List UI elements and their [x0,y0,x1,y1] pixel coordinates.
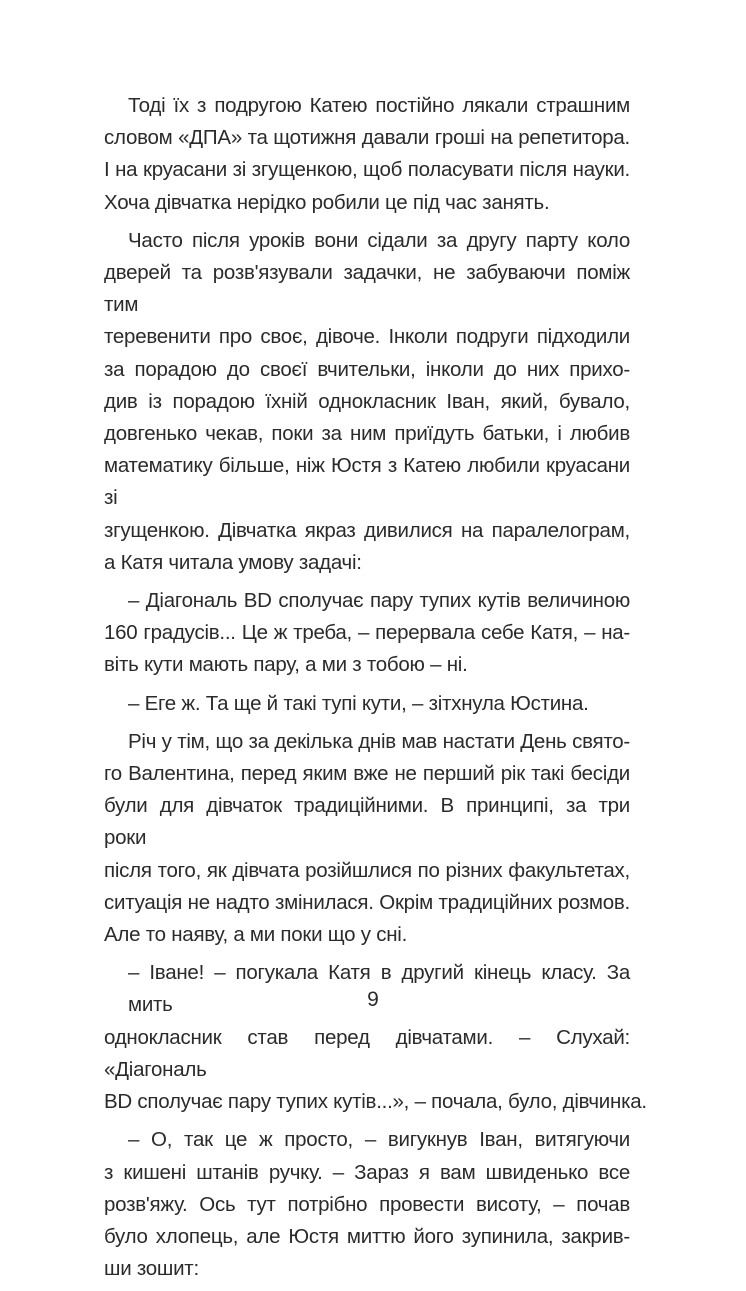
body-text [104,90,647,1291]
paragraph [104,688,630,720]
text-line: І на круасани зі згущенкою, щоб поласувати після науки. [104,158,630,182]
text-line: віть кути мають пару, а ми з тобою – ні. [104,653,468,677]
text-line: 160 градусів... Це ж треба, – перервала себе Катя, – на- [104,621,630,645]
text-line: див із порадою їхній однокласник Іван, який, бувало, [104,389,630,413]
text-line: з кишені штанів ручку. – Зараз я вам швиденько все [104,1160,630,1184]
paragraph [104,90,630,219]
text-line: розв'яжу. Ось тут потрібно провести висоту, – почав [104,1192,630,1216]
text-line: були для дівчаток традиційними. В принципі, за три роки [104,794,630,850]
text-line: однокласник став перед дівчатами. – Слухай: «Діагональ [104,1025,630,1081]
text-line: Тоді їх з подругою Катею постійно лякали страшним [128,94,630,117]
text-line: – Еге ж. Та ще й такі тупі кути, – зітхнула Юстина. [128,691,589,715]
text-line: було хлопець, але Юстя миттю його зупинила, закрив- [104,1224,630,1248]
text-line: Але то наяву, а ми поки що у сні. [104,923,408,947]
paragraph [104,585,630,682]
text-line: – О, так це ж просто, – вигукнув Іван, витягуючи [128,1128,630,1152]
text-line: BD сполучає пару тупих кутів...», – почала, було, дівчинка. [104,1090,647,1114]
text-line: Часто після уроків вони сідали за другу парту коло [128,228,630,252]
text-line: після того, як дівчата розійшлися по різних факультетах, [104,858,630,882]
text-line: – Діагональ BD сполучає пару тупих кутів величиною [128,589,630,613]
text-line: математику більше, ніж Юстя з Катею любили круасани зі [104,454,630,510]
text-line: за порадою до своєї вчительки, інколи до них прихо- [104,357,630,381]
text-line: – Іване! – погукала Катя в другий кінець класу. За мить [128,961,630,1017]
text-line: ши зошит: [104,1257,199,1281]
text-line: ситуація не надто змінилася. Окрім традиційних розмов. [104,890,630,914]
text-line: Хоча дівчатка нерідко робили це під час занять. [104,190,550,214]
text-line: дверей та розв'язували задачки, не забуваючи поміж тим [104,261,630,317]
paragraph [104,957,647,1118]
text-line: Річ у тім, що за декілька днів мав настати День свято- [128,729,630,753]
text-line: згущенкою. Дівчатка якраз дивилися на паралелограм, [104,518,630,542]
paragraph [104,726,630,951]
text-line: довгенько чекав, поки за ним приїдуть батьки, і любив [104,422,630,446]
paragraph [104,1124,630,1285]
text-line: а Катя читала умову задачі: [104,550,362,574]
text-line: теревенити про своє, дівоче. Інколи подруги підходили [104,325,630,349]
page-number: 9 [367,988,379,1011]
text-line: словом «ДПА» та щотижня давали гроші на репетитора. [104,126,630,150]
paragraph [104,225,630,579]
text-line: го Валентина, перед яким вже не перший рік такі бесіди [104,762,630,786]
